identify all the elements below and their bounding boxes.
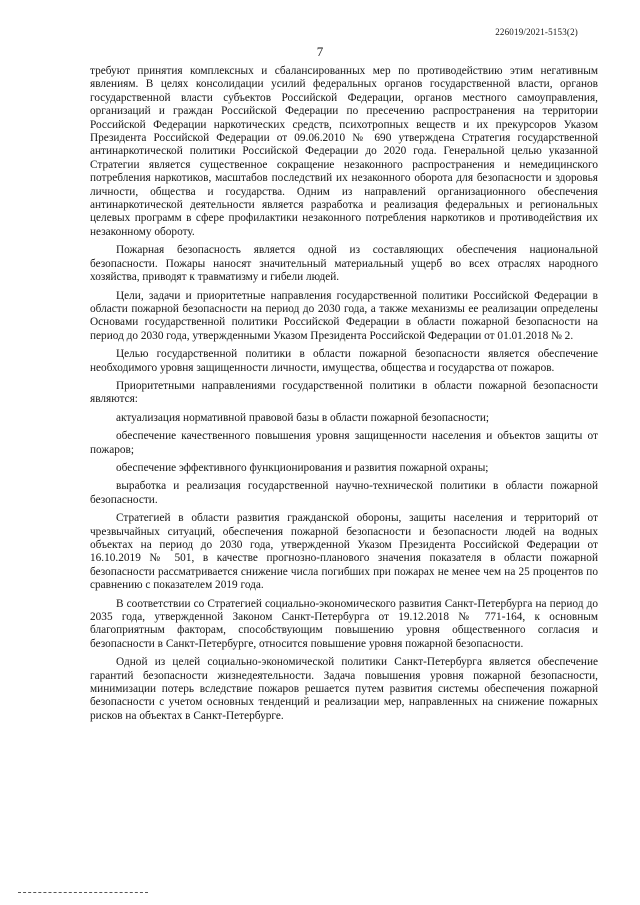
list-item-regulatory-base: актуализация нормативной правовой базы в области пожарной безопасности; bbox=[116, 411, 490, 424]
paragraph-civil-defense-strategy: Стратегией в области развития гражданской обороны, защиты населения и территорий от чрезвычайных ситуаций, обеспечения пожарной безопасности и безопасности людей на водных объектах на период до 2030 года, утвержденной Указом Президента Российской Федерации от 16.10.2019 № 501, в качестве прогнозно-планового значения показателя в области пожарной безопасности рассматривается снижение числа погибших при пожарах не менее чем на 25 процентов по сравнению с показателем 2019 года. bbox=[90, 512, 598, 592]
paragraph-spb-policy-goal: Одной из целей социально-экономической политики Санкт-Петербурга является обеспечение гарантий безопасности жизнедеятельности. Задача повышения уровня пожарной безопасности, минимизации потерь вследствие пожаров решается путем развития системы обеспечения пожарной безопасности с учетом основных тенденций и реализации мер, направленных на снижение пожарных рисков на объектах в Санкт-Петербурге. bbox=[90, 656, 598, 722]
paragraph-policy-aim: Целью государственной политики в области пожарной безопасности является обеспечение необходимого уровня защищенности личности, имущества, общества и государства от пожаров. bbox=[90, 348, 598, 374]
list-item-protection-level: обеспечение качественного повышения уровня защищенности населения и объектов защиты от пожаров; bbox=[90, 430, 598, 456]
list-item-science-policy: выработка и реализация государственной научно-технической политики в области пожарной безопасности. bbox=[90, 480, 598, 506]
page-number: 7 bbox=[316, 44, 324, 59]
paragraph-state-policy-goals: Цели, задачи и приоритетные направления государственной политики Российской Федерации в области пожарной безопасности на период до 2030 года, а также механизмы ее реализации определены Основами государственной политики Российской Федерации в области пожарной безопасности на период до 2030 года, утвержденными Указом Президента Российской Федерации от 01.01.2018 № 2. bbox=[90, 289, 598, 342]
document-registration-number: 226019/2021-5153(2) bbox=[495, 27, 578, 37]
paragraph-continuation: требуют принятия комплексных и сбалансированных мер по противодействию этим негативным явлениям. В целях консолидации усилий федеральных органов государственной власти, органов государственной власти субъектов Российской Федерации, органов местного самоуправления, организаций и граждан Российской Федерации по пресечению распространения на территории Российской Федерации наркотических средств, психотропных веществ и их прекурсоров Указом Президента Российской Федерации от 09.06.2010 № 690 утверждена Стратегия государственной антинаркотической политики Российской Федерации до 2020 года. Генеральной целью указанной Стратегии является существенное сокращение незаконного распространения и немедицинского потребления наркотиков, масштабов последствий их незаконного оборота для безопасности и здоровья личности, общества и государства. Одним из направлений организационного обеспечения антинаркотической деятельности является разработка и реализация федеральных и региональных целевых программ в сфере профилактики незаконного потребления наркотиков и противодействия их незаконному обороту. bbox=[90, 65, 598, 238]
bottom-scan-line bbox=[18, 892, 148, 893]
paragraph-spb-strategy: В соответствии со Стратегией социально-экономического развития Санкт-Петербурга на период до 2035 года, утвержденной Законом Санкт-Петербурга от 19.12.2018 № 771-164, к основным благоприятным факторам, способствующим повышению уровня общественного согласия и безопасности в Санкт-Петербурге, относится повышение уровня пожарной безопасности. bbox=[90, 597, 598, 650]
paragraph-priority-directions: Приоритетными направлениями государственной политики в области пожарной безопасности являются: bbox=[90, 379, 598, 406]
paragraph-fire-safety-intro: Пожарная безопасность является одной из составляющих обеспечения национальной безопасности. Пожары наносят значительный материальный ущерб во всех отраслях народного хозяйства, приводят к травматизму и гибели людей. bbox=[90, 244, 598, 284]
document-body bbox=[90, 65, 598, 728]
list-item-fire-service: обеспечение эффективного функционирования и развития пожарной охраны; bbox=[116, 461, 489, 474]
